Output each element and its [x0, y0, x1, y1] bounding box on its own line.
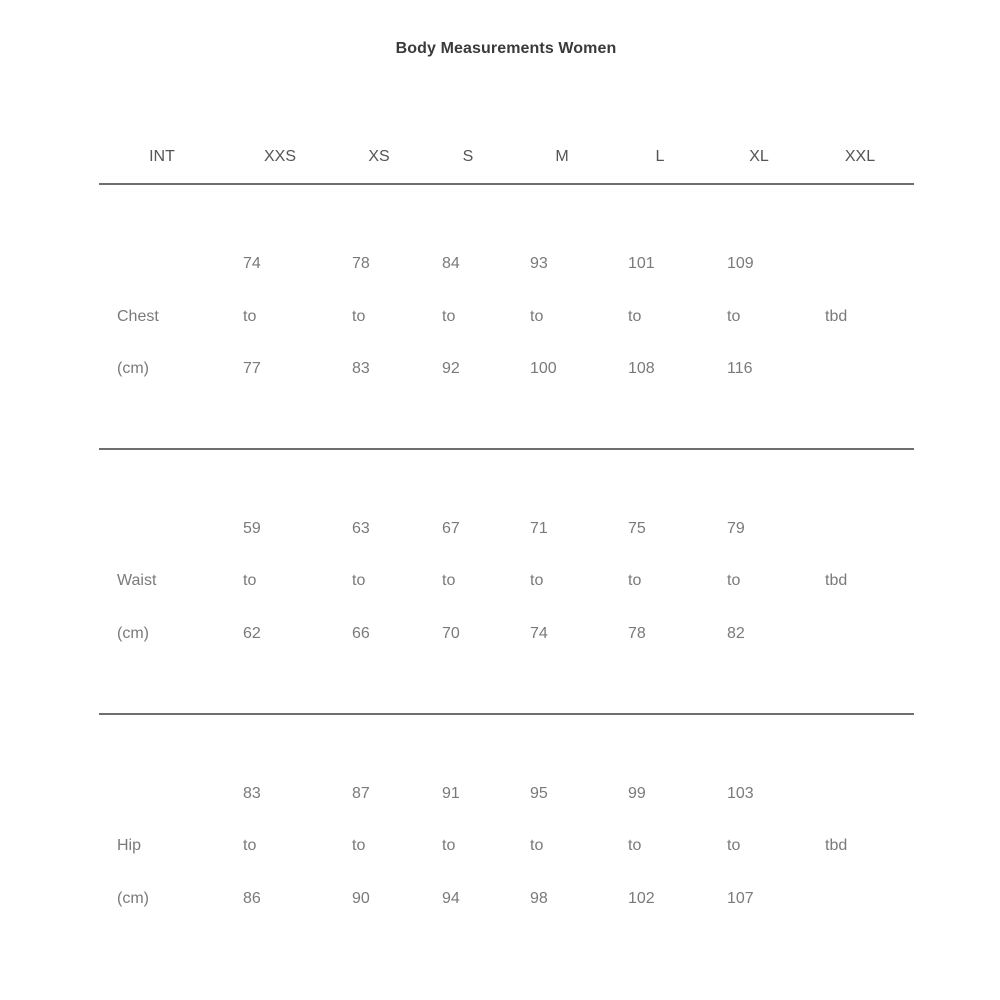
chest-l-from: 101: [628, 255, 655, 272]
waist-s-to: to: [442, 572, 456, 589]
row-divider-1: [99, 448, 914, 450]
header-size-xs: XS: [368, 148, 390, 165]
chest-xl-from: 109: [727, 255, 754, 272]
waist-xl-from: 79: [727, 520, 745, 537]
chest-m-from: 93: [530, 255, 548, 272]
waist-xxs-to: to: [243, 572, 257, 589]
chest-unit: (cm): [117, 360, 149, 377]
table-title: Body Measurements Women: [395, 40, 617, 57]
chest-m-upper: 100: [530, 360, 557, 377]
waist-xl-upper: 82: [727, 625, 745, 642]
waist-xxs-from: 59: [243, 520, 261, 537]
chest-xxs-from: 74: [243, 255, 261, 272]
waist-label: Waist: [117, 572, 157, 589]
chest-xl-upper: 116: [727, 360, 753, 377]
chest-s-to: to: [442, 308, 456, 325]
hip-unit: (cm): [117, 890, 149, 907]
waist-s-from: 67: [442, 520, 460, 537]
hip-xl-from: 103: [727, 785, 754, 802]
waist-m-from: 71: [530, 520, 548, 537]
hip-s-to: to: [442, 837, 456, 854]
hip-label: Hip: [117, 837, 142, 854]
waist-xs-to: to: [352, 572, 366, 589]
row-divider-2: [99, 713, 914, 715]
waist-xs-from: 63: [352, 520, 370, 537]
hip-l-upper: 102: [628, 890, 655, 907]
header-size-xxl: XXL: [844, 148, 876, 165]
chest-label: Chest: [117, 308, 159, 325]
header-size-m: M: [555, 148, 569, 165]
header-size-xxs: XXS: [263, 148, 297, 165]
chest-s-upper: 92: [442, 360, 460, 377]
waist-m-upper: 74: [530, 625, 548, 642]
hip-l-from: 99: [628, 785, 646, 802]
chest-s-from: 84: [442, 255, 460, 272]
hip-xxl-value: tbd: [825, 837, 848, 854]
waist-m-to: to: [530, 572, 544, 589]
hip-xs-to: to: [352, 837, 366, 854]
hip-xs-upper: 90: [352, 890, 370, 907]
waist-xl-to: to: [727, 572, 741, 589]
hip-xxs-upper: 86: [243, 890, 261, 907]
hip-m-to: to: [530, 837, 544, 854]
hip-xxs-from: 83: [243, 785, 261, 802]
waist-xs-upper: 66: [352, 625, 370, 642]
hip-xs-from: 87: [352, 785, 370, 802]
chest-xs-upper: 83: [352, 360, 370, 377]
waist-s-upper: 70: [442, 625, 460, 642]
hip-xl-upper: 107: [727, 890, 754, 907]
hip-s-upper: 94: [442, 890, 460, 907]
hip-xxs-to: to: [243, 837, 257, 854]
waist-unit: (cm): [117, 625, 149, 642]
hip-m-from: 95: [530, 785, 548, 802]
chest-l-upper: 108: [628, 360, 655, 377]
chest-xs-from: 78: [352, 255, 370, 272]
waist-l-from: 75: [628, 520, 646, 537]
header-size-s: S: [462, 148, 474, 165]
waist-xxl-value: tbd: [825, 572, 848, 589]
waist-l-to: to: [628, 572, 642, 589]
chest-xxs-upper: 77: [243, 360, 261, 377]
chest-l-to: to: [628, 308, 642, 325]
header-size-xl: XL: [749, 148, 769, 165]
hip-l-to: to: [628, 837, 642, 854]
chest-m-to: to: [530, 308, 544, 325]
chest-xs-to: to: [352, 308, 366, 325]
hip-m-upper: 98: [530, 890, 548, 907]
chest-xxl-value: tbd: [825, 308, 848, 325]
waist-l-upper: 78: [628, 625, 646, 642]
chest-xxs-to: to: [243, 308, 257, 325]
waist-xxs-upper: 62: [243, 625, 261, 642]
header-int: INT: [149, 148, 175, 165]
chest-xl-to: to: [727, 308, 741, 325]
hip-xl-to: to: [727, 837, 741, 854]
hip-s-from: 91: [442, 785, 460, 802]
header-divider: [99, 183, 914, 185]
header-size-l: L: [655, 148, 665, 165]
